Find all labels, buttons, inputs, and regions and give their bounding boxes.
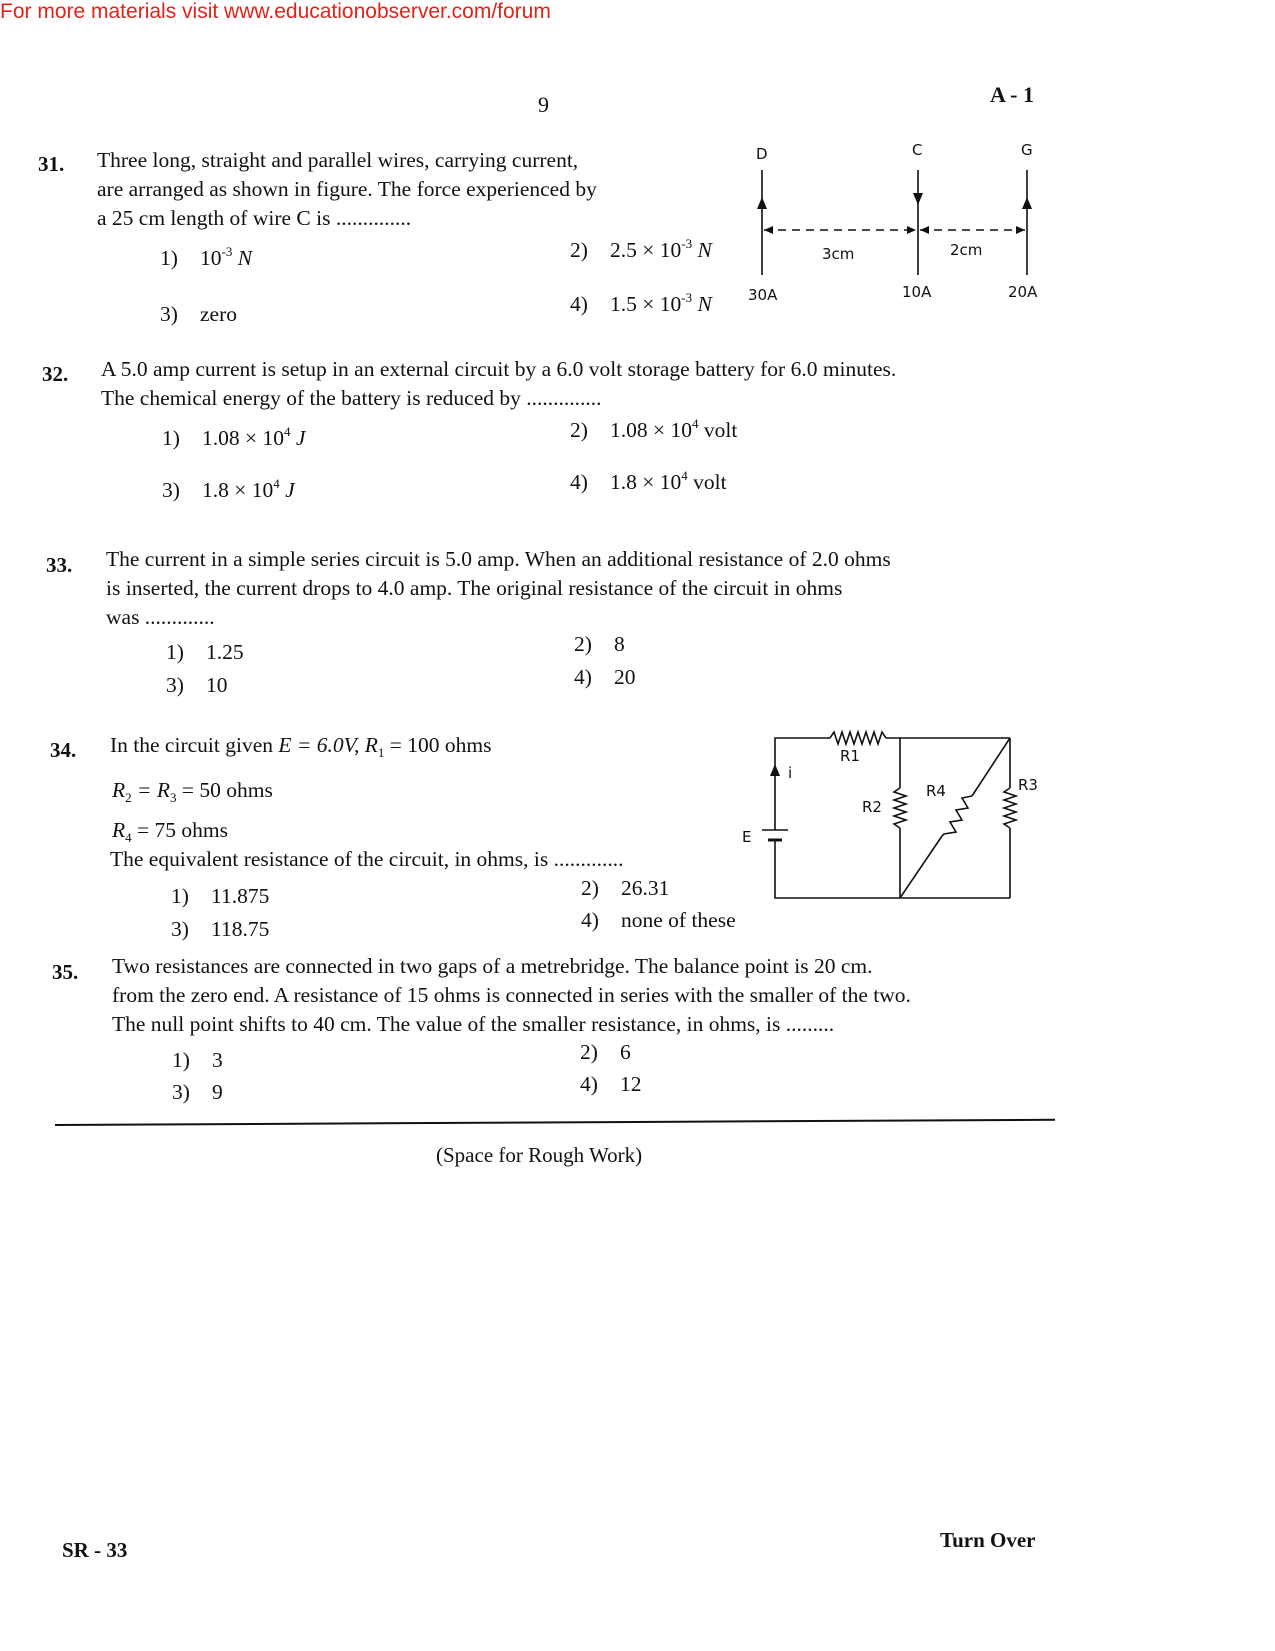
question-35-text: [112, 952, 911, 1039]
option-mantissa: 10: [200, 246, 222, 270]
question-35-line-1: Two resistances are connected in two gaps of a metrebridge. The balance point is 20 cm.: [112, 954, 873, 978]
option-number: 2): [570, 238, 588, 262]
wire-d-arrow-up: [757, 197, 767, 209]
paper-code: A - 1: [990, 82, 1034, 107]
subscript: 1: [377, 745, 385, 760]
question-34-option-1: [171, 884, 269, 909]
label-g: G: [1021, 141, 1033, 159]
question-33-option-3: [166, 673, 228, 698]
option-unit: N: [697, 238, 712, 262]
question-32-line-2: The chemical energy of the battery is reduced by ..............: [101, 386, 602, 410]
option-number: 1): [166, 640, 184, 664]
question-33-option-4: [574, 665, 636, 690]
subscript: 4: [125, 830, 132, 845]
subscript: 3: [170, 790, 177, 805]
option-text: 8: [614, 632, 625, 656]
wire-left-top: [775, 738, 830, 830]
question-31-option-4: [570, 292, 712, 317]
question-33-line-2: is inserted, the current drops to 4.0 amp. The original resistance of the circuit in ohms: [106, 576, 843, 600]
resistor-r3: [1004, 788, 1016, 828]
option-exponent: -3: [681, 236, 693, 251]
option-number: 4): [570, 470, 588, 494]
resistor-r4: [942, 796, 972, 836]
label-r3: R3: [1018, 776, 1038, 794]
resistor-r1: [830, 732, 886, 744]
option-text: 1.25: [206, 640, 244, 664]
wire-g-arrow-up: [1022, 197, 1032, 209]
option-unit: N: [697, 292, 712, 316]
wire-r4-bottom: [900, 836, 942, 898]
footer-code: SR - 33: [62, 1538, 128, 1562]
question-33-option-1: [166, 640, 244, 665]
option-number: 3): [162, 478, 180, 502]
option-number: 4): [570, 292, 588, 316]
question-35-line-2: from the zero end. A resistance of 15 ohms is connected in series with the smaller of the two.: [112, 983, 911, 1007]
given-r4: R: [112, 818, 126, 842]
question-32-option-2: [570, 418, 737, 443]
question-31-option-2: [570, 238, 712, 263]
option-unit: N: [237, 246, 253, 270]
option-unit: J: [295, 426, 306, 450]
dim-arrow-left-2: [920, 226, 929, 234]
label-d: D: [756, 145, 768, 163]
question-34-option-3: [171, 917, 269, 942]
option-number: 1): [160, 246, 178, 270]
given-r1-value: = 100 ohms: [384, 733, 492, 757]
website-banner: For more materials visit www.educationobserver.com/forum: [0, 0, 551, 23]
option-text: none of these: [621, 908, 736, 932]
option-text: 11.875: [211, 884, 270, 908]
parallel-wires-diagram: [740, 135, 1060, 310]
dim-arrow-right-2: [1016, 226, 1025, 234]
wire-r4-top: [972, 738, 1010, 796]
question-35-number: 35.: [52, 960, 79, 984]
option-text: 12: [620, 1072, 642, 1096]
option-number: 2): [581, 876, 599, 900]
divider-line: [55, 1119, 1055, 1126]
question-31-line-3: a 25 cm length of wire C is ..............: [97, 206, 412, 230]
option-mantissa: 1.8 × 10: [202, 478, 274, 502]
question-33-text: [106, 545, 891, 632]
given-e-r1: E = 6.0V, R: [278, 733, 378, 757]
current-arrow-icon: [770, 764, 780, 776]
option-mantissa: 2.5 × 10: [610, 238, 682, 262]
question-31-option-1: [160, 246, 252, 271]
question-33-number: 33.: [46, 553, 73, 577]
given-r2: R: [112, 778, 126, 802]
question-35-line-3: The null point shifts to 40 cm. The value of the smaller resistance, in ohms, is .........: [112, 1012, 835, 1036]
question-34-option-2: [581, 876, 669, 901]
label-20a: 20A: [1008, 283, 1038, 301]
option-number: 2): [570, 418, 588, 442]
rough-work-label: (Space for Rough Work): [436, 1143, 643, 1167]
wire-c-arrow-down: [913, 193, 923, 205]
option-text: zero: [200, 302, 237, 326]
option-exponent: 4: [692, 416, 699, 431]
turn-over-label: Turn Over: [940, 1528, 1036, 1552]
question-34-given-1: [110, 731, 491, 760]
label-c: C: [912, 141, 923, 159]
dim-arrow-right: [907, 226, 916, 234]
option-number: 3): [160, 302, 178, 326]
option-text: 20: [614, 665, 636, 689]
circuit-diagram: [730, 718, 1050, 918]
option-mantissa: 1.5 × 10: [610, 292, 682, 316]
question-35-option-1: [172, 1048, 223, 1073]
label-i: i: [788, 764, 793, 782]
question-31-option-3: [160, 302, 237, 327]
question-32-option-4: [570, 470, 727, 495]
question-31-number: 31.: [38, 152, 65, 176]
label-2cm: 2cm: [950, 241, 983, 259]
label-3cm: 3cm: [822, 245, 855, 263]
option-text: 9: [212, 1080, 223, 1104]
page-number: 9: [538, 92, 549, 117]
option-number: 3): [172, 1080, 190, 1104]
wire-bottom: [775, 840, 1010, 898]
option-number: 3): [166, 673, 184, 697]
question-32-number: 32.: [42, 362, 69, 386]
option-text: 26.31: [621, 876, 670, 900]
option-exponent: 4: [681, 468, 688, 483]
label-e: E: [742, 828, 752, 846]
label-r4: R4: [926, 782, 946, 800]
question-32-text: [101, 355, 896, 413]
question-34-number: 34.: [50, 738, 77, 762]
option-number: 2): [574, 632, 592, 656]
option-unit: volt: [703, 418, 738, 442]
question-31-line-1: Three long, straight and parallel wires, carrying current,: [97, 148, 579, 172]
question-34-intro: In the circuit given: [110, 733, 273, 757]
question-34-given-3: [112, 816, 228, 845]
option-number: 4): [581, 908, 599, 932]
question-33-line-3: was .............: [106, 605, 215, 629]
question-35-option-2: [580, 1040, 631, 1065]
question-32-line-1: A 5.0 amp current is setup in an external circuit by a 6.0 volt storage battery for 6.0 minutes.: [101, 357, 897, 381]
option-exponent: -3: [681, 290, 693, 305]
option-text: 118.75: [211, 917, 270, 941]
resistor-r2: [894, 788, 906, 828]
option-exponent: 4: [273, 476, 280, 491]
option-text: 10: [206, 673, 228, 697]
question-32-option-1: [162, 426, 305, 451]
option-number: 1): [172, 1048, 190, 1072]
option-number: 1): [171, 884, 189, 908]
dim-arrow-left: [764, 226, 773, 234]
option-text: 6: [620, 1040, 631, 1064]
label-30a: 30A: [748, 286, 778, 304]
option-mantissa: 1.8 × 10: [610, 470, 682, 494]
option-unit: volt: [693, 470, 727, 494]
question-33-line-1: The current in a simple series circuit is 5.0 amp. When an additional resistance of 2.0 ohms: [106, 547, 891, 571]
question-34-given-2: [112, 776, 273, 805]
option-text: 3: [212, 1048, 223, 1072]
question-34-option-4: [581, 908, 736, 933]
option-exponent: 4: [284, 424, 291, 439]
question-35-option-4: [580, 1072, 642, 1097]
question-31-line-2: are arranged as shown in figure. The force experienced by: [97, 177, 597, 201]
label-r2: R2: [862, 798, 882, 816]
option-mantissa: 1.08 × 10: [610, 418, 693, 442]
question-31-text: [97, 146, 597, 233]
option-number: 4): [580, 1072, 598, 1096]
option-exponent: -3: [221, 244, 233, 259]
option-mantissa: 1.08 × 10: [202, 426, 285, 450]
question-34-last-line: The equivalent resistance of the circuit, in ohms, is .............: [110, 847, 624, 871]
question-33-option-2: [574, 632, 625, 657]
given-r2-r3-value: = 50 ohms: [176, 778, 273, 802]
given-r4-value: = 75 ohms: [131, 818, 228, 842]
option-number: 2): [580, 1040, 598, 1064]
label-r1: R1: [840, 747, 860, 765]
given-r3: = R: [131, 778, 171, 802]
option-number: 4): [574, 665, 592, 689]
label-10a: 10A: [902, 283, 932, 301]
option-number: 3): [171, 917, 189, 941]
question-32-option-3: [162, 478, 295, 503]
subscript: 2: [125, 790, 132, 805]
question-35-option-3: [172, 1080, 223, 1105]
option-number: 1): [162, 426, 180, 450]
option-unit: J: [285, 478, 295, 502]
